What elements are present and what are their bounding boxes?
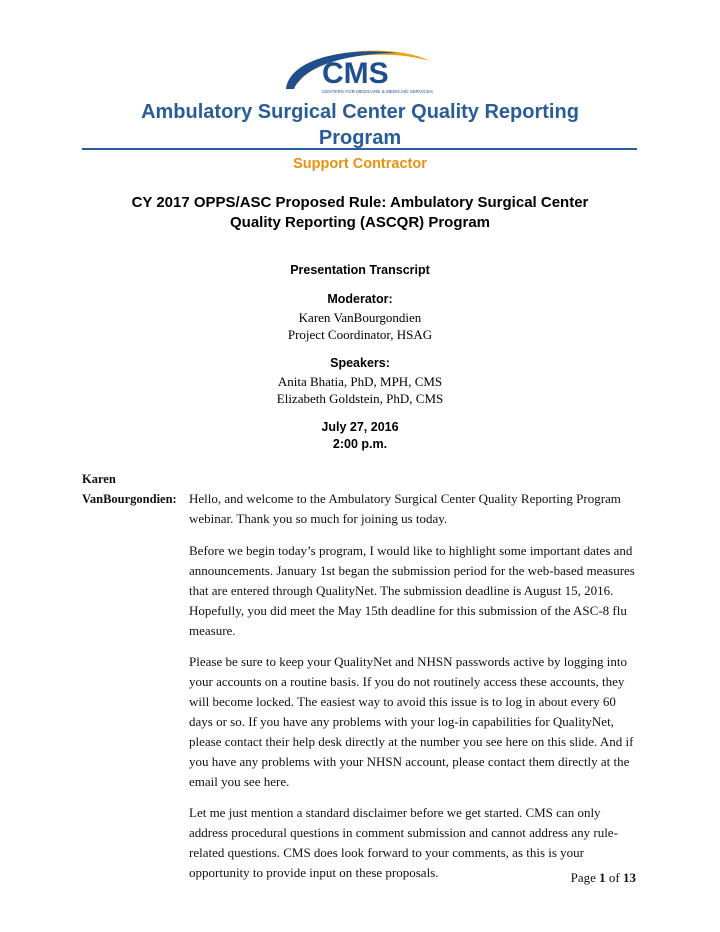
page-current: 1: [599, 870, 606, 885]
header-divider: [82, 148, 637, 150]
moderator-title: Project Coordinator, HSAG: [287, 327, 433, 342]
transcript-paragraph-4: Let me just mention a standard disclaimer before we get started. CMS can only address procedural questions in comment submission and cannot address any rule-related questions. CMS does look forward to your comments, as this is your opportunity to provide input on these proposals.: [189, 805, 618, 880]
speakers-label: Speakers:: [330, 356, 390, 370]
document-title-line2: Quality Reporting (ASCQR) Program: [229, 214, 491, 231]
transcript-paragraph-3: Please be sure to keep your QualityNet and NHSN passwords active by logging into your accounts on a routine basis. If you do not routinely access these accounts, they will become locked. The easiest way to avoid this issue is to log in about every 60 days or so. If you have any problems with your log-in capabilities for QualityNet, please contact their help desk directly at the number you see here on this slide. And if you have any problems with your NHSN account, please contact them directly at the email you see here.: [189, 654, 634, 789]
moderator-label: Moderator:: [327, 292, 393, 306]
document-title-line1: CY 2017 OPPS/ASC Proposed Rule: Ambulatory Surgical Center: [131, 194, 589, 211]
document-title: [0, 193, 720, 233]
speaker-1: Anita Bhatia, PhD, MPH, CMS: [277, 374, 443, 389]
presentation-date: July 27, 2016: [321, 420, 399, 434]
support-contractor-label: Support Contractor: [293, 156, 427, 172]
transcript-paragraph-2: Before we begin today’s program, I would like to highlight some important dates and announcements. January 1st began the submission period for the web-based measures that are entered through QualityNet. The submission deadline is August 15, 2016. Hopefully, you did meet the May 15th deadline for this submission of the ASC-8 flu measure.: [189, 543, 635, 638]
cms-logo: [280, 43, 440, 99]
program-title: [0, 99, 720, 151]
transcript-paragraph-1: Hello, and welcome to the Ambulatory Surgical Center Quality Reporting Program webinar. Thank you so much for joining us today.: [189, 491, 621, 526]
page-number: Page 1 of 13: [570, 870, 636, 885]
speaker-last-name: VanBourgondien:: [82, 492, 177, 506]
page-total: 13: [623, 870, 636, 885]
cms-logo-graphic: [280, 43, 440, 99]
presentation-time: 2:00 p.m.: [332, 437, 388, 451]
transcript-label: Presentation Transcript: [290, 263, 430, 277]
program-title-line2: Program: [318, 127, 402, 149]
logo-wordmark: CMS: [322, 57, 389, 90]
program-title-line1: Ambulatory Surgical Center Quality Reporting: [141, 101, 579, 123]
speaker-first-name: Karen: [82, 472, 116, 486]
moderator-name: Karen VanBourgondien: [298, 310, 422, 325]
speaker-2: Elizabeth Goldstein, PhD, CMS: [276, 391, 444, 406]
speaker-name: [82, 469, 177, 509]
logo-subtitle: CENTERS FOR MEDICARE & MEDICAID SERVICES: [322, 89, 433, 94]
